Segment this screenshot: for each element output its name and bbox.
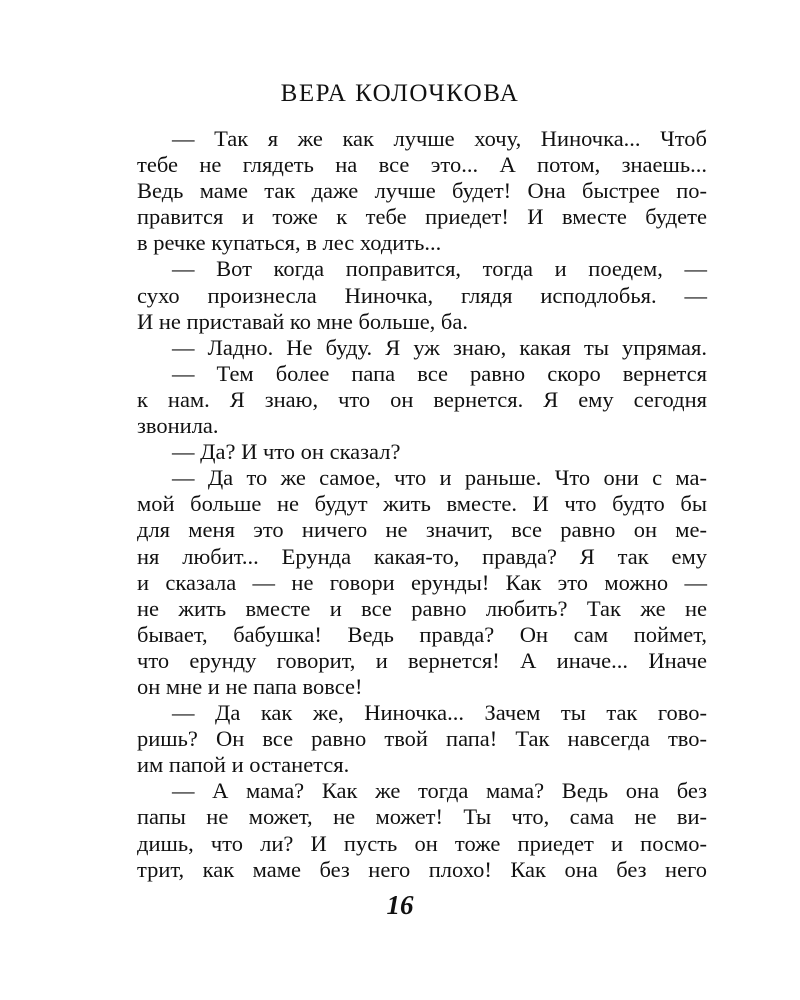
running-head-author: ВЕРА КОЛОЧКОВА [280, 80, 520, 107]
paragraph [137, 465, 707, 700]
text-line: тебе не глядеть на все это... А потом, знаешь... [137, 152, 707, 178]
text-line: дишь, что ли? И пусть он тоже приедет и посмо- [137, 830, 707, 856]
text-line: — Так я же как лучше хочу, Ниночка... Чтоб [172, 126, 707, 151]
paragraph [137, 126, 707, 256]
text-line: он мне и не папа вовсе! [137, 673, 363, 699]
text-line: папы не может, не может! Ты что, сама не ви- [137, 804, 707, 830]
text-line: — Ладно. Не буду. Я уж знаю, какая ты упрямая. [172, 334, 707, 360]
text-line: что ерунду говорит, и вернется! А иначе... Иначе [137, 647, 707, 673]
paragraph [137, 700, 707, 778]
paragraph [137, 361, 707, 439]
text-line: и сказала — не говори ерунды! Как это можно — [137, 569, 707, 595]
text-line: в речке купаться, в лес ходить... [137, 230, 442, 256]
text-line: — А мама? Как же тогда мама? Ведь она без [172, 778, 707, 804]
text-line: мой больше не будут жить вместе. И что будто бы [137, 491, 707, 517]
text-line: к нам. Я знаю, что он вернется. Я ему сегодня [137, 386, 707, 412]
text-line: им папой и останется. [137, 752, 350, 778]
paragraph [137, 256, 707, 334]
text-line: — Да как же, Ниночка... Зачем ты так гово- [172, 700, 707, 726]
text-line: Ведь маме так даже лучше будет! Она быстрее по- [137, 178, 707, 204]
text-line: для меня это ничего не значит, все равно он ме- [137, 517, 707, 543]
text-line: сухо произнесла Ниночка, глядя исподлобья. — [137, 282, 707, 308]
text-line: не жить вместе и все равно любить? Так же не [137, 595, 707, 621]
text-line: правится и тоже к тебе приедет! И вместе будете [137, 204, 707, 230]
text-line: — Да то же самое, что и раньше. Что они с ма- [172, 465, 707, 491]
paragraph [137, 439, 707, 465]
page-number: 16 [386, 890, 414, 920]
text-line: — Да? И что он сказал? [172, 439, 401, 465]
text-line: звонила. [137, 413, 219, 439]
text-line: бывает, бабушка! Ведь правда? Он сам поймет, [137, 621, 707, 647]
paragraph [137, 778, 707, 882]
text-line: ришь? Он все равно твой папа! Так навсегда тво- [137, 726, 707, 752]
paragraph [137, 335, 707, 361]
text-line: — Вот когда поправится, тогда и поедем, — [172, 256, 707, 282]
text-line: трит, как маме без него плохо! Как она без него [137, 856, 707, 882]
body-text [137, 126, 707, 883]
text-line: И не приставай ко мне больше, ба. [137, 308, 468, 334]
text-line: — Тем более папа все равно скоро вернется [172, 360, 707, 386]
text-line: ня любит... Ерунда какая-то, правда? Я так ему [137, 543, 707, 569]
